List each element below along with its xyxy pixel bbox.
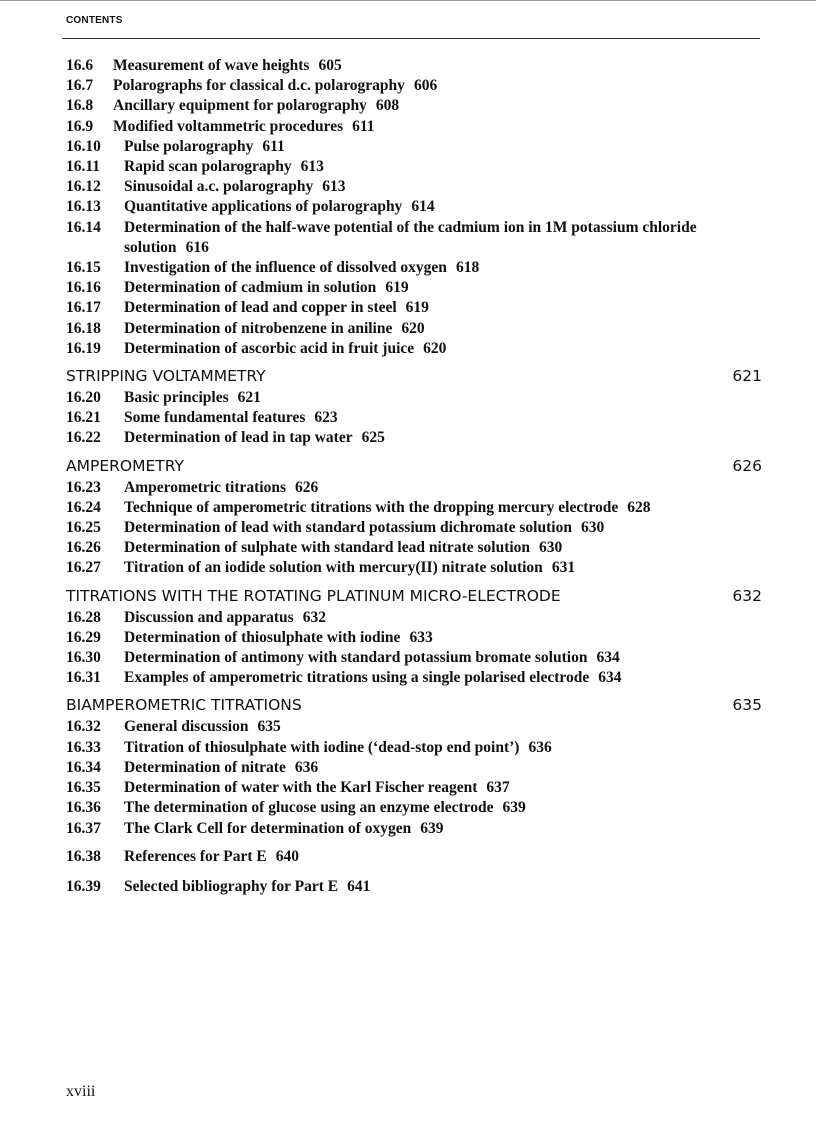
entry-group-polarography bbox=[66, 56, 762, 359]
toc-entry bbox=[66, 758, 762, 778]
entry-title-block bbox=[124, 778, 762, 798]
entry-title-block bbox=[124, 258, 762, 278]
entry-page: 614 bbox=[411, 198, 435, 216]
entry-page: 620 bbox=[401, 319, 425, 337]
entry-number: 16.21 bbox=[66, 409, 101, 427]
entry-page: 608 bbox=[375, 97, 400, 115]
entry-page: 621 bbox=[237, 389, 261, 407]
toc-entry bbox=[66, 96, 762, 116]
entry-title: Determination of the half-wave potential of the cadmium ion in 1M potassium chloride solution bbox=[124, 218, 697, 256]
entry-group-stripping bbox=[66, 388, 762, 449]
entry-title-block bbox=[124, 197, 762, 217]
entry-page: 634 bbox=[598, 669, 622, 687]
entry-title: Determination of lead with standard potassium dichromate solution bbox=[124, 519, 572, 537]
entry-page: 630 bbox=[580, 519, 605, 537]
entry-page: 606 bbox=[413, 77, 438, 95]
entry-number: 16.20 bbox=[66, 389, 101, 407]
toc-entry bbox=[66, 819, 762, 839]
entry-page: 636 bbox=[528, 738, 552, 756]
entry-page: 636 bbox=[294, 758, 319, 776]
entry-title-block bbox=[113, 56, 762, 76]
toc-entry bbox=[66, 798, 762, 818]
entry-page: 628 bbox=[627, 498, 651, 516]
toc-entry bbox=[66, 738, 762, 758]
entry-number: 16.13 bbox=[66, 198, 101, 216]
toc-entry bbox=[66, 518, 762, 538]
section-title: STRIPPING VOLTAMMETRY bbox=[66, 367, 266, 386]
entry-title-block bbox=[124, 877, 762, 897]
section-heading-rotating-platinum bbox=[66, 585, 762, 607]
toc-entry bbox=[66, 388, 762, 408]
entry-page: 637 bbox=[486, 779, 510, 797]
entry-number: 16.25 bbox=[66, 519, 101, 537]
entry-page: 611 bbox=[262, 137, 285, 155]
entry-number: 16.31 bbox=[66, 669, 101, 687]
entry-title-block bbox=[124, 339, 762, 359]
section-title: AMPEROMETRY bbox=[66, 456, 184, 475]
entry-title: Modified voltammetric procedures bbox=[113, 117, 344, 135]
toc-entry bbox=[66, 137, 762, 157]
entry-title-block bbox=[124, 628, 762, 648]
entry-title-block bbox=[113, 76, 762, 96]
entry-number: 16.8 bbox=[66, 97, 94, 115]
toc-entry bbox=[66, 258, 762, 278]
entry-group-amperometry bbox=[66, 478, 762, 579]
entry-title-block bbox=[124, 319, 762, 339]
entry-page: 619 bbox=[405, 299, 429, 317]
entry-number: 16.39 bbox=[66, 877, 101, 895]
entry-number: 16.38 bbox=[66, 847, 101, 865]
section-title: TITRATIONS WITH THE ROTATING PLATINUM MICRO-ELECTRODE bbox=[66, 586, 561, 605]
toc-entry bbox=[66, 218, 762, 258]
entry-page: 631 bbox=[551, 559, 576, 577]
entry-title-block bbox=[124, 847, 762, 867]
entry-title: Determination of sulphate with standard lead nitrate solution bbox=[124, 539, 531, 557]
entry-page: 633 bbox=[409, 628, 433, 646]
entry-group-references bbox=[66, 847, 762, 897]
toc-entry bbox=[66, 56, 762, 76]
entry-page: 625 bbox=[361, 429, 385, 447]
section-title: BIAMPEROMETRIC TITRATIONS bbox=[66, 696, 302, 715]
entry-page: 634 bbox=[596, 649, 620, 667]
toc-entry bbox=[66, 498, 762, 518]
entry-number: 16.33 bbox=[66, 738, 101, 756]
toc-entry bbox=[66, 847, 762, 867]
entry-number: 16.16 bbox=[66, 279, 101, 297]
toc-entry bbox=[66, 717, 762, 737]
entry-number: 16.29 bbox=[66, 628, 101, 646]
section-heading-stripping-voltammetry bbox=[66, 365, 762, 387]
entry-title: Determination of antimony with standard potassium bromate solution bbox=[124, 649, 588, 667]
entry-title: Determination of ascorbic acid in fruit juice bbox=[124, 339, 415, 357]
entry-number: 16.18 bbox=[66, 319, 101, 337]
toc-entry bbox=[66, 298, 762, 318]
entry-title-block bbox=[124, 608, 762, 628]
entry-page: 630 bbox=[539, 539, 563, 557]
entry-page: 613 bbox=[322, 178, 346, 196]
toc-entry bbox=[66, 478, 762, 498]
entry-page: 605 bbox=[318, 57, 342, 74]
entry-page: 620 bbox=[423, 339, 447, 357]
entry-title-block bbox=[124, 478, 762, 498]
entry-title: Polarographs for classical d.c. polarography bbox=[113, 77, 405, 95]
header-rule bbox=[62, 38, 760, 39]
toc-entry bbox=[66, 608, 762, 628]
entry-title-block bbox=[124, 538, 762, 558]
entry-page: 639 bbox=[502, 799, 526, 817]
running-head: CONTENTS bbox=[66, 15, 123, 26]
section-page: 621 bbox=[732, 367, 762, 386]
entry-title: Pulse polarography bbox=[124, 137, 254, 155]
entry-number: 16.7 bbox=[66, 77, 94, 95]
entry-title: Determination of cadmium in solution bbox=[124, 279, 377, 297]
entry-title: Determination of water with the Karl Fischer reagent bbox=[124, 779, 478, 797]
entry-page: 613 bbox=[300, 158, 324, 176]
entry-title: Basic principles bbox=[124, 389, 229, 407]
entry-title: Investigation of the influence of dissolved oxygen bbox=[124, 259, 447, 277]
entry-title: General discussion bbox=[124, 718, 249, 736]
entry-title-block bbox=[124, 717, 762, 737]
toc-entry bbox=[66, 157, 762, 177]
entry-title: Titration of an iodide solution with mercury(II) nitrate solution bbox=[124, 559, 543, 577]
entry-title: Titration of thiosulphate with iodine (‘dead-stop end point’) bbox=[124, 738, 520, 756]
entry-title-block bbox=[124, 388, 762, 408]
entry-page: 632 bbox=[302, 608, 326, 626]
entry-title-block bbox=[124, 798, 762, 818]
toc-entry bbox=[66, 278, 762, 298]
entry-title: Measurement of wave heights bbox=[113, 57, 310, 74]
top-border bbox=[0, 0, 816, 1]
entry-number: 16.22 bbox=[66, 429, 101, 447]
entry-title: Determination of thiosulphate with iodine bbox=[124, 628, 401, 646]
entry-number: 16.37 bbox=[66, 819, 101, 837]
entry-page: 635 bbox=[257, 718, 281, 736]
toc-entry bbox=[66, 877, 762, 897]
entry-title: Determination of lead and copper in steel bbox=[124, 299, 397, 317]
entry-title-block bbox=[124, 819, 762, 839]
entry-number: 16.23 bbox=[66, 478, 101, 496]
entry-title-block bbox=[124, 648, 762, 668]
entry-title-block bbox=[124, 668, 762, 688]
entry-number: 16.24 bbox=[66, 498, 101, 516]
entry-number: 16.30 bbox=[66, 649, 101, 667]
entry-title: The determination of glucose using an enzyme electrode bbox=[124, 799, 494, 817]
entry-title: Rapid scan polarography bbox=[124, 158, 292, 176]
entry-number: 16.12 bbox=[66, 178, 101, 196]
entry-title-block bbox=[113, 96, 762, 116]
entry-title: Examples of amperometric titrations using a single polarised electrode bbox=[124, 669, 590, 687]
toc-entry bbox=[66, 628, 762, 648]
entry-page: 623 bbox=[314, 409, 338, 427]
entry-page: 639 bbox=[420, 819, 444, 837]
entry-title-block bbox=[124, 278, 762, 298]
page-folio: xviii bbox=[66, 1083, 96, 1100]
entry-number: 16.11 bbox=[66, 158, 101, 176]
entry-group-biamperometric bbox=[66, 717, 762, 838]
entry-title-block bbox=[124, 758, 762, 778]
entry-page: 641 bbox=[347, 877, 371, 895]
section-heading-biamperometric bbox=[66, 694, 762, 716]
entry-title: Discussion and apparatus bbox=[124, 608, 294, 626]
section-page: 632 bbox=[732, 586, 762, 605]
toc-entry bbox=[66, 319, 762, 339]
entry-title-block bbox=[124, 137, 762, 157]
entry-title-block bbox=[124, 298, 762, 318]
entry-title: Selected bibliography for Part E bbox=[124, 877, 339, 895]
toc-entry bbox=[66, 538, 762, 558]
section-page: 635 bbox=[732, 696, 762, 715]
entry-title-block bbox=[124, 218, 762, 258]
toc-entry bbox=[66, 197, 762, 217]
entry-page: 616 bbox=[185, 238, 209, 256]
entry-page: 626 bbox=[294, 478, 319, 496]
entry-title: Amperometric titrations bbox=[124, 478, 286, 496]
entry-number: 16.10 bbox=[66, 137, 101, 155]
entry-group-rotating bbox=[66, 608, 762, 689]
entry-number: 16.17 bbox=[66, 299, 101, 317]
entry-number: 16.6 bbox=[66, 57, 94, 74]
entry-number: 16.9 bbox=[66, 117, 94, 135]
entry-title: Sinusoidal a.c. polarography bbox=[124, 178, 314, 196]
entry-page: 619 bbox=[385, 279, 409, 297]
entry-number: 16.27 bbox=[66, 559, 101, 577]
entry-number: 16.35 bbox=[66, 779, 101, 797]
section-page: 626 bbox=[732, 456, 762, 475]
entry-title: Quantitative applications of polarography bbox=[124, 198, 403, 216]
toc-entry bbox=[66, 76, 762, 96]
entry-number: 16.14 bbox=[66, 218, 101, 236]
entry-number: 16.19 bbox=[66, 339, 101, 357]
toc-entry bbox=[66, 558, 762, 578]
entry-title: Determination of lead in tap water bbox=[124, 429, 353, 447]
entry-title-block bbox=[124, 518, 762, 538]
entry-number: 16.34 bbox=[66, 758, 101, 776]
toc-entry bbox=[66, 778, 762, 798]
contents-body bbox=[66, 55, 762, 897]
entry-title: The Clark Cell for determination of oxygen bbox=[124, 819, 412, 837]
entry-title-block bbox=[124, 498, 762, 518]
toc-entry bbox=[66, 117, 762, 137]
toc-entry bbox=[66, 339, 762, 359]
entry-page: 618 bbox=[455, 259, 480, 277]
entry-title: Ancillary equipment for polarography bbox=[113, 97, 367, 115]
entry-title: Technique of amperometric titrations with the dropping mercury electrode bbox=[124, 498, 619, 516]
toc-entry bbox=[66, 668, 762, 688]
entry-title-block bbox=[124, 428, 762, 448]
entry-title: Some fundamental features bbox=[124, 409, 306, 427]
entry-title-block bbox=[124, 408, 762, 428]
entry-number: 16.32 bbox=[66, 718, 101, 736]
section-heading-amperometry bbox=[66, 455, 762, 477]
entry-title-block bbox=[124, 177, 762, 197]
toc-entry bbox=[66, 648, 762, 668]
toc-entry bbox=[66, 408, 762, 428]
entry-title: Determination of nitrate bbox=[124, 758, 286, 776]
entry-number: 16.26 bbox=[66, 539, 101, 557]
toc-entry bbox=[66, 177, 762, 197]
entry-title: References for Part E bbox=[124, 847, 267, 865]
entry-title: Determination of nitrobenzene in aniline bbox=[124, 319, 393, 337]
entry-title-block bbox=[113, 117, 762, 137]
entry-page: 640 bbox=[275, 847, 299, 865]
entry-page: 611 bbox=[352, 117, 375, 135]
entry-title-block bbox=[124, 157, 762, 177]
entry-number: 16.28 bbox=[66, 608, 101, 626]
toc-entry bbox=[66, 428, 762, 448]
entry-number: 16.36 bbox=[66, 799, 101, 817]
entry-number: 16.15 bbox=[66, 259, 101, 277]
entry-title-block bbox=[124, 738, 762, 758]
entry-title-block bbox=[124, 558, 762, 578]
